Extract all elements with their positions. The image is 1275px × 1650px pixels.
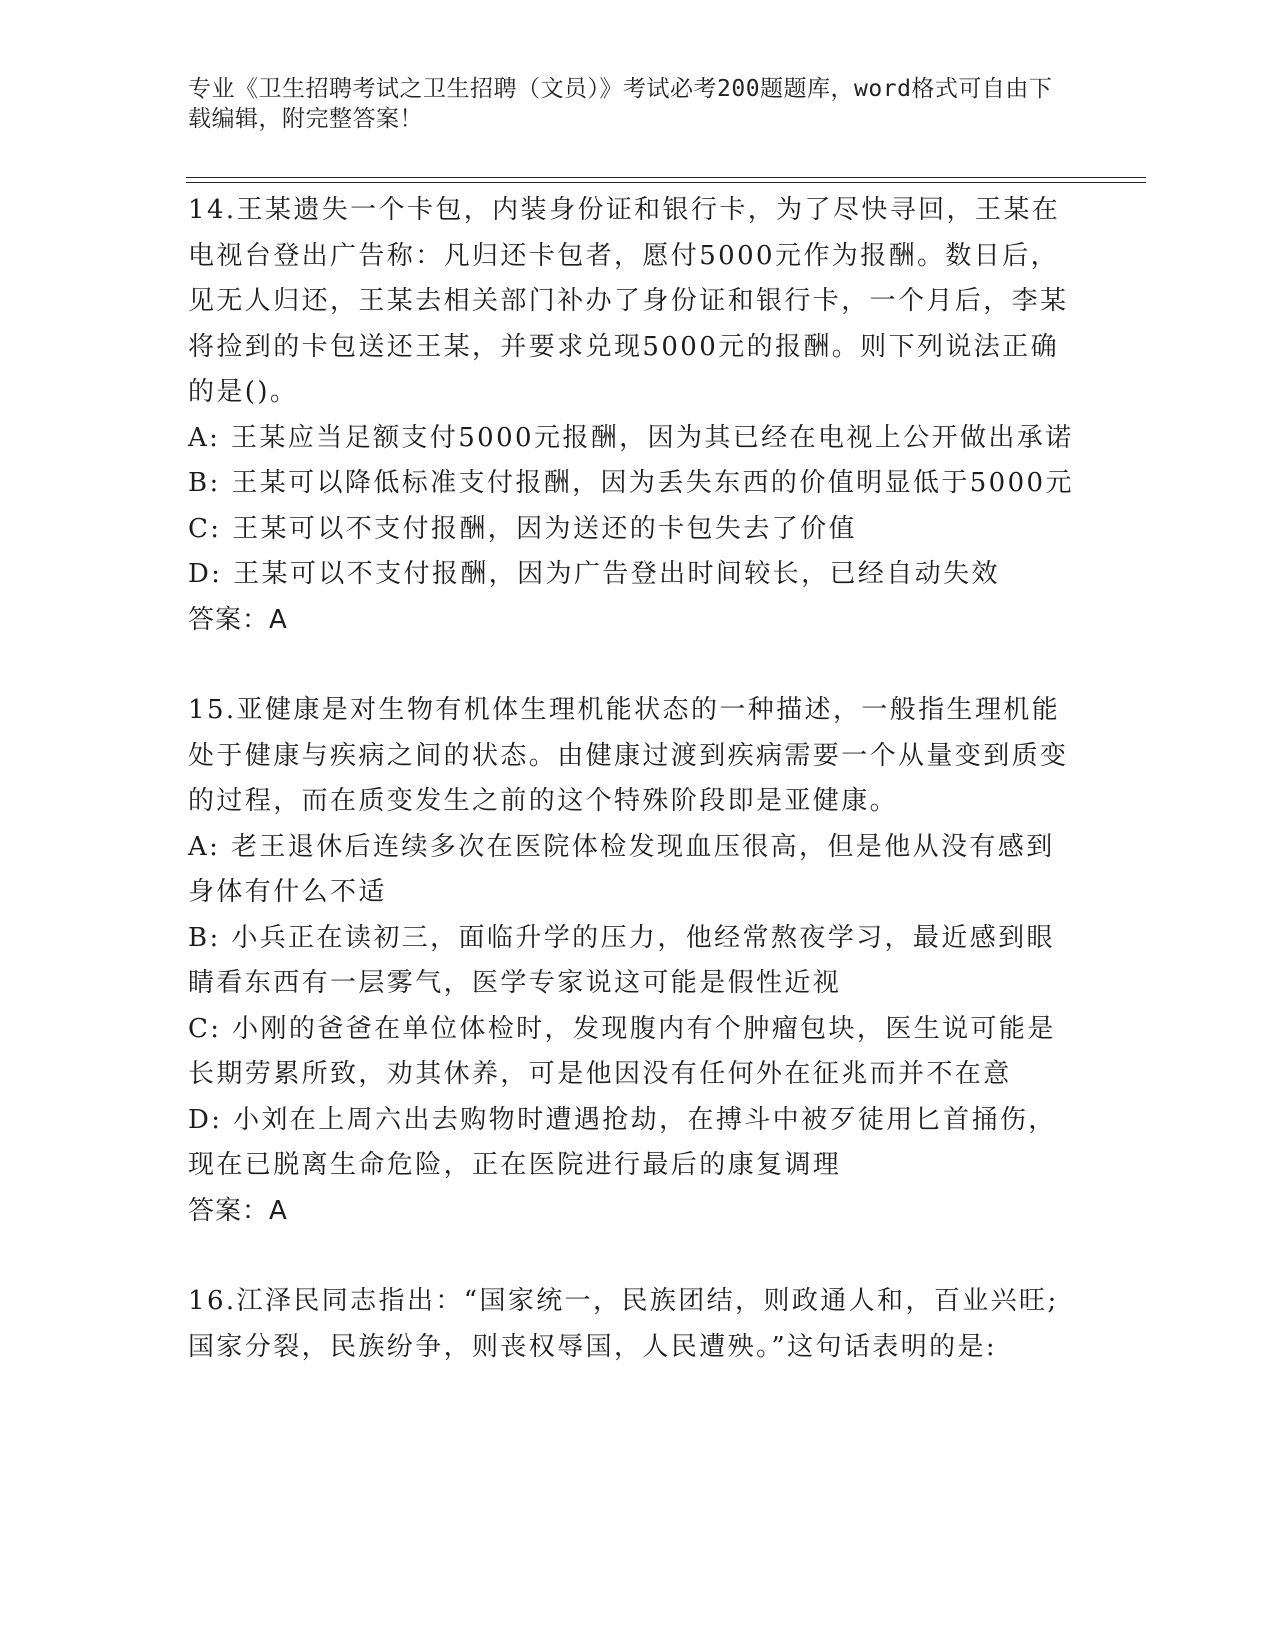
- question-list: [188, 188, 1078, 1370]
- option-b: B: 小兵正在读初三，面临升学的压力，他经常熬夜学习，最近感到眼睛看东西有一层雾气，医学专家说这可能是假性近视: [188, 922, 1055, 998]
- option-c: C: 王某可以不支付报酬，因为送还的卡包失去了价值: [188, 513, 857, 544]
- option-d: D: 王某可以不支付报酬，因为广告登出时间较长，已经自动失效: [188, 559, 1000, 589]
- option-b: B: 王某可以降低标准支付报酬，因为丢失东西的价值明显低于5000元: [188, 468, 1074, 498]
- document-header: 专业《卫生招聘考试之卫生招聘（文员）》考试必考200题题库，word格式可自由下载编辑，附完整答案！: [188, 76, 1053, 132]
- option-a: A: 老王退休后连续多次在医院体检发现血压很高，但是他从没有感到身体有什么不适: [188, 831, 1055, 907]
- answer: 答案：A: [188, 1195, 288, 1226]
- answer: 答案：A: [188, 604, 288, 635]
- spacer: [188, 1234, 1078, 1279]
- header-divider-bottom: [186, 182, 1146, 183]
- question-stem: 14.王某遗失一个卡包，内装身份证和银行卡，为了尽快寻回，王某在电视台登出广告称：凡归还卡包者，愿付5000元作为报酬。数日后，见无人归还，王某去相关部门补办了身份证和银行卡，一个月后，李某将捡到的卡包送还王某，并要求兑现5000元的报酬。则下列说法正确的是()。: [188, 195, 1069, 407]
- question-14: [188, 188, 1078, 643]
- option-a: A: 王某应当足额支付5000元报酬，因为其已经在电视上公开做出承诺: [188, 422, 1074, 453]
- option-c: C: 小刚的爸爸在单位体检时，发现腹内有个肿瘤包块，医生说可能是长期劳累所致，劝其休养，可是他因没有任何外在征兆而并不在意: [188, 1013, 1056, 1089]
- header-divider-top: [186, 177, 1146, 178]
- question-stem: 16.江泽民同志指出：“国家统一，民族团结，则政通人和，百业兴旺;国家分裂，民族纷争，则丧权辱国，人民遭殃。”这句话表明的是:: [188, 1286, 1059, 1362]
- question-stem: 15.亚健康是对生物有机体生理机能状态的一种描述，一般指生理机能处于健康与疾病之间的状态。由健康过渡到疾病需要一个从量变到质变的过程，而在质变发生之前的这个特殊阶段即是亚健康。: [188, 695, 1069, 816]
- option-d: D: 小刘在上周六出去购物时遭遇抢劫，在搏斗中被歹徒用匕首捅伤，现在已脱离生命危险，正在医院进行最后的康复调理: [188, 1104, 1057, 1180]
- question-15: [188, 688, 1078, 1234]
- spacer: [188, 643, 1078, 688]
- question-16: [188, 1279, 1078, 1370]
